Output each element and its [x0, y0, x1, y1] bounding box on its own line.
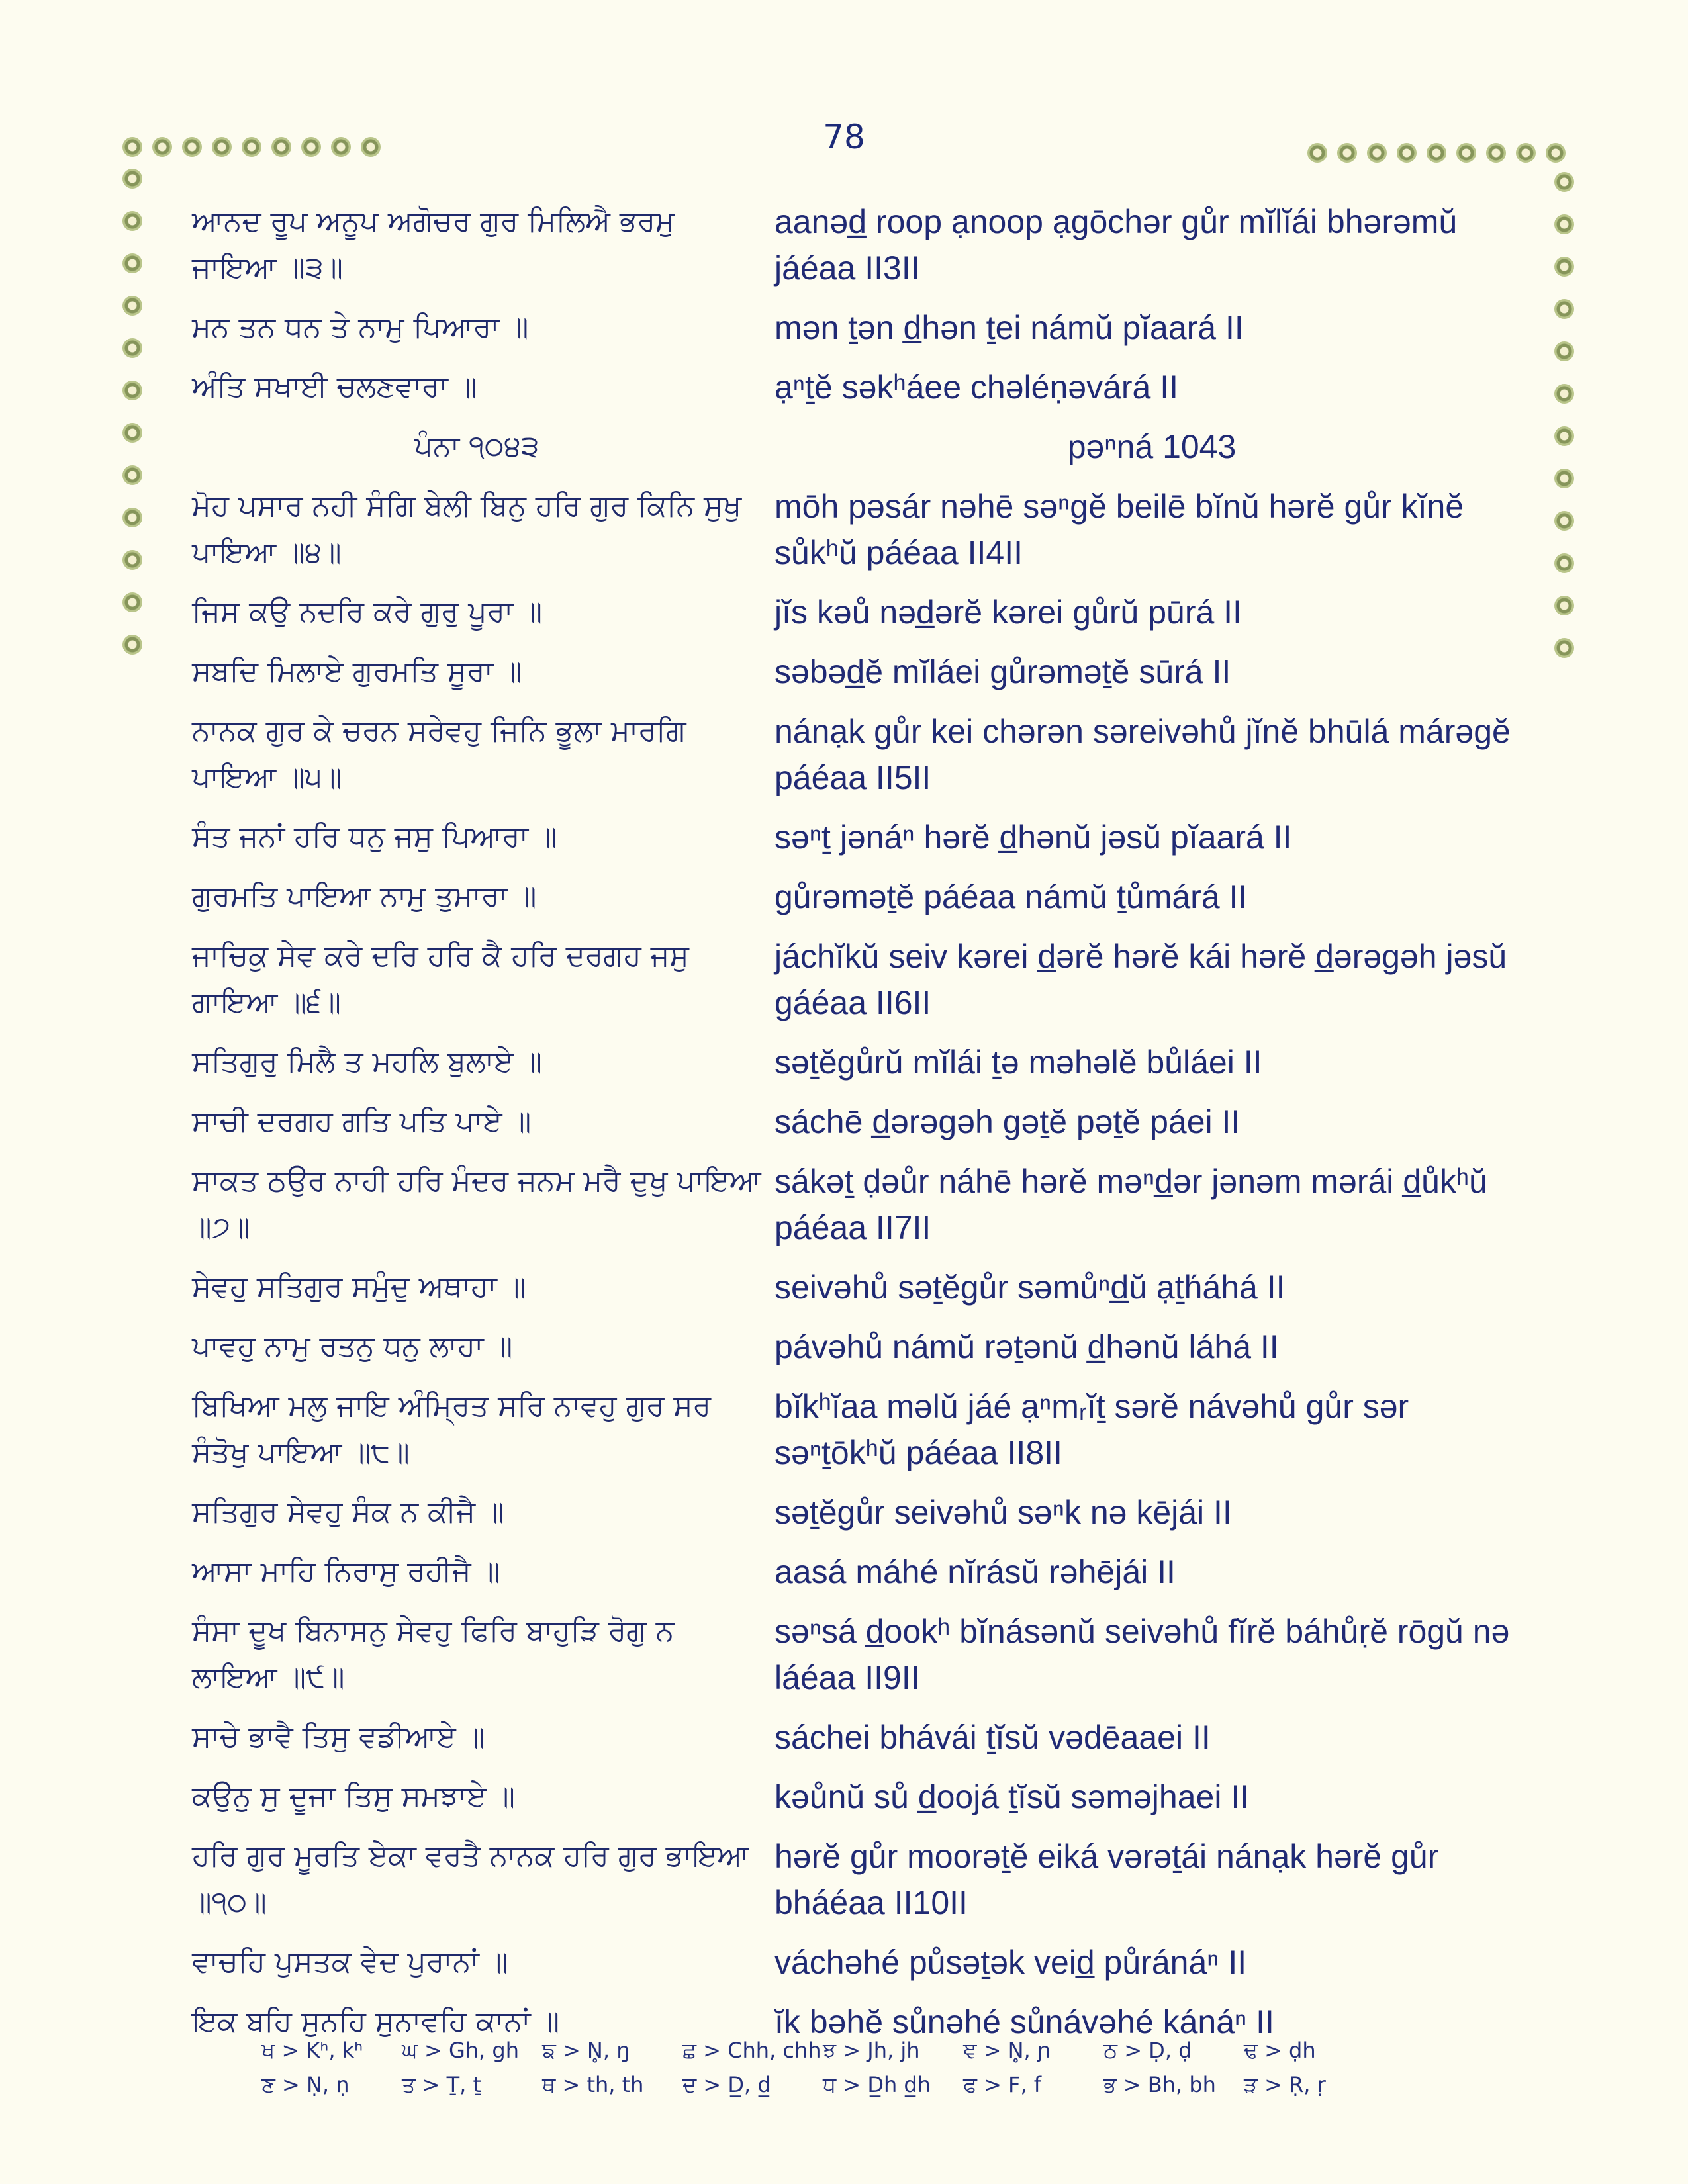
gurmukhi-text: ਮਨ ਤਨ ਧਨ ਤੇ ਨਾਮੁ ਪਿਆਰਾ ॥: [192, 310, 529, 344]
flower-ornament-icon: [1337, 143, 1357, 163]
gurmukhi-text: ਸਾਕਤ ਠਉਰ ਨਾਹੀ ਹਰਿ ਮੰਦਰ ਜਨਮ ਮਰੈ ਦੁਖੁ ਪਾਇਆ ॥੭॥: [192, 1164, 761, 1244]
gurmukhi-text: ਗੁਰਮਤਿ ਪਾਇਆ ਨਾਮੁ ਤੁਮਾਰਾ ॥: [192, 880, 537, 913]
flower-ornament-icon: [1486, 143, 1506, 163]
transliteration-text: səṯĕgůr seivəhů səⁿk nə kējái II: [774, 1494, 1232, 1531]
flower-ornament-icon: [1554, 257, 1574, 277]
flower-ornament-icon: [1554, 553, 1574, 573]
transliteration-text: sáchei bhávái ṯĭsŭ vədēaaei II: [774, 1719, 1211, 1756]
gurmukhi-text: ਬਿਖਿਆ ਮਲੁ ਜਾਇ ਅੰਮ੍ਰਿਤ ਸਰਿ ਨਾਵਹੁ ਗੁਰ ਸਰ ਸੰਤੋਖੁ ਪਾਇਆ ॥੮॥: [192, 1389, 711, 1469]
transliteration-text: bĭkʰĭaa məlŭ jáé ạⁿmᵣĭṯ sərĕ návəhů gůr sər səⁿṯōkʰŭ páéaa II8II: [774, 1388, 1409, 1471]
legend-item: ੜ > Ṛ, ṛ: [1244, 2072, 1326, 2097]
transliteration-text: gůrəməṯĕ páéaa námŭ ṯůmárá II: [774, 878, 1248, 915]
legend-item: ਣ > Ṇ, ṇ: [261, 2072, 350, 2097]
verse-row: [192, 1714, 1529, 1774]
flower-ornament-icon: [1554, 469, 1574, 488]
flower-ornament-icon: [122, 169, 142, 189]
flower-ornament-icon: [1554, 214, 1574, 234]
transliteration-text: kəůnŭ sů d̲oojá ṯĭsŭ səməjhaei II: [774, 1778, 1250, 1815]
verse-row: [192, 708, 1529, 814]
flower-ornament-icon: [242, 137, 261, 157]
transliteration-text: pávəhů námŭ rəṯənŭ d̲hənŭ láhá II: [774, 1328, 1279, 1365]
transliteration-text: səⁿṯ jənáⁿ hərĕ d̲hənŭ jəsŭ pĭaará II: [774, 819, 1292, 856]
transliteration-text: ĭk bəhĕ sůnəhé sůnávəhé kánáⁿ II: [774, 2003, 1274, 2040]
flower-ornament-icon: [1554, 384, 1574, 404]
gurmukhi-text: ਨਾਨਕ ਗੁਰ ਕੇ ਚਰਨ ਸਰੇਵਹੁ ਜਿਨਿ ਭੂਲਾ ਮਾਰਗਿ ਪਾਇਆ ॥੫॥: [192, 714, 686, 794]
legend-item: ਠ > Ḍ, ḍ: [1103, 2038, 1192, 2063]
flower-ornament-icon: [1546, 143, 1566, 163]
verse-row: [192, 1324, 1529, 1383]
gurmukhi-text: ਆਸਾ ਮਾਹਿ ਨਿਰਾਸੁ ਰਹੀਜੈ ॥: [192, 1555, 500, 1588]
gurmukhi-text: ਸੰਤ ਜਨਾਂ ਹਰਿ ਧਨੁ ਜਸੁ ਪਿਆਰਾ ॥: [192, 820, 557, 854]
legend-item: ਥ > th, th: [542, 2072, 644, 2097]
flower-ornament-icon: [271, 137, 291, 157]
flower-ornament-icon: [182, 137, 202, 157]
gurmukhi-text: ਸੰਸਾ ਦੂਖ ਬਿਨਾਸਨੁ ਸੇਵਹੁ ਫਿਰਿ ਬਾਹੁੜਿ ਰੋਗੁ ਨ ਲਾਇਆ ॥੯॥: [192, 1614, 675, 1694]
transliteration-legend: [261, 2033, 1453, 2102]
flower-ornament-icon: [122, 423, 142, 443]
flower-ornament-icon: [1397, 143, 1417, 163]
verse-row: [192, 1039, 1529, 1099]
flower-ornament-icon: [122, 211, 142, 231]
legend-item: ਭ > Bh, bh: [1103, 2072, 1216, 2097]
legend-item: ਞ > N̥, ɲ: [963, 2038, 1051, 2063]
verse-row: [192, 1099, 1529, 1158]
gurmukhi-text: ਇਕ ਬਹਿ ਸੁਨਹਿ ਸੁਨਾਵਹਿ ਕਾਨਾਂ ॥: [192, 2005, 560, 2038]
flower-ornament-icon: [301, 137, 321, 157]
verse-list: [192, 199, 1529, 2058]
transliteration-text: seivəhů səṯĕgůr səmůⁿd̲ŭ ạṯh́áhá II: [774, 1269, 1286, 1306]
verse-row: [192, 1608, 1529, 1714]
verse-row: [192, 1383, 1529, 1489]
legend-item: ਦ > D̲, d̲: [682, 2072, 771, 2097]
transliteration-text: hərĕ gůr moorəṯĕ eiká vərəṯái nánạk hərĕ gůr bháéaa II10II: [774, 1838, 1439, 1921]
transliteration-text: sákəṯ ḍəůr náhē hərĕ məⁿd̲ər jənəm mərái d̲ůkʰŭ páéaa II7II: [774, 1163, 1487, 1246]
verse-row: [192, 1774, 1529, 1833]
flower-ornament-icon: [1554, 172, 1574, 192]
gurmukhi-text: ਸਾਚੇ ਭਾਵੈ ਤਿਸੁ ਵਡੀਆਏ ॥: [192, 1720, 485, 1754]
flower-ornament-icon: [1456, 143, 1476, 163]
flower-ornament-icon: [1554, 426, 1574, 446]
gurmukhi-text: ਸਤਿਗੁਰੁ ਮਿਲੈ ਤ ਮਹਲਿ ਬੁਲਾਏ ॥: [192, 1045, 543, 1079]
gurmukhi-text: ਕਉਨੁ ਸੁ ਦੂਜਾ ਤਿਸੁ ਸਮਝਾਏ ॥: [192, 1780, 516, 1813]
transliteration-text: aanəd̲ roop ạnoop ạgōchər gůr mĭlĭái bhərəmŭ jáéaa II3II: [774, 203, 1458, 287]
flower-ornament-icon: [1554, 299, 1574, 319]
flower-ornament-icon: [1554, 341, 1574, 361]
gurmukhi-text: ਵਾਚਹਿ ਪੁਸਤਕ ਵੇਦ ਪੁਰਾਨਾਂ ॥: [192, 1945, 508, 1979]
flower-ornament-icon: [1554, 638, 1574, 658]
verse-row: [192, 589, 1529, 649]
verse-row: [192, 199, 1529, 304]
gurmukhi-text: ਸਬਦਿ ਮਿਲਾਏ ਗੁਰਮਤਿ ਸੂਰਾ ॥: [192, 655, 522, 688]
legend-item: ਧ > D̲h d̲h: [823, 2072, 931, 2097]
flower-ornament-icon: [122, 635, 142, 655]
verse-row: [192, 483, 1529, 589]
transliteration-text: ạⁿṯĕ səkʰáee chəléṇəvárá II: [774, 369, 1179, 406]
transliteration-text: pəⁿná 1043: [1067, 428, 1237, 465]
transliteration-text: səṯĕgůrŭ mĭlái ṯə məhəlĕ bůláei II: [774, 1044, 1262, 1081]
verse-row: [192, 1833, 1529, 1939]
gurmukhi-text: ਪੰਨਾ ੧੦੪੩: [414, 430, 539, 463]
gurmukhi-text: ਜਿਸ ਕਉ ਨਦਰਿ ਕਰੇ ਗੁਰੁ ਪੂਰਾ ॥: [192, 595, 543, 629]
verse-row: [192, 1549, 1529, 1608]
flower-ornament-icon: [122, 592, 142, 612]
legend-item: ਢ > ḍh: [1244, 2038, 1316, 2063]
legend-item: ਝ > Jh, jh: [823, 2038, 920, 2063]
legend-item: ਫ > F, f: [963, 2072, 1042, 2097]
verse-row: [192, 874, 1529, 933]
flower-ornament-icon: [212, 137, 232, 157]
legend-item: ਙ > N̥, ŋ: [542, 2038, 630, 2063]
flower-ornament-icon: [1427, 143, 1446, 163]
transliteration-text: mōh pəsár nəhē səⁿgĕ beilē bĭnŭ hərĕ gůr kĭnĕ sůkʰŭ páéaa II4II: [774, 488, 1464, 571]
page-marker-row: [192, 424, 1529, 483]
transliteration-text: sáchē d̲ərəgəh gəṯĕ pəṯĕ páei II: [774, 1103, 1241, 1140]
gurmukhi-text: ਜਾਚਿਕੁ ਸੇਵ ਕਰੇ ਦਰਿ ਹਰਿ ਕੈ ਹਰਿ ਦਰਗਹ ਜਸੁ ਗਾਇਆ ॥੬॥: [192, 939, 689, 1019]
gurmukhi-text: ਅੰਤਿ ਸਖਾਈ ਚਲਣਵਾਰਾ ॥: [192, 370, 477, 404]
transliteration-text: səbəd̲ĕ mĭláei gůrəməṯĕ sūrá II: [774, 653, 1231, 690]
flower-ornament-icon: [152, 137, 172, 157]
legend-row: [261, 2068, 1453, 2102]
flower-ornament-icon: [122, 508, 142, 527]
flower-ornament-icon: [122, 465, 142, 485]
flower-ornament-icon: [1367, 143, 1387, 163]
flower-ornament-icon: [122, 381, 142, 400]
flower-ornament-icon: [122, 296, 142, 316]
flower-ornament-icon: [1554, 596, 1574, 615]
transliteration-text: səⁿsá d̲ookʰ bĭnásənŭ seivəhů fĭrĕ báhůṛĕ rōgŭ nə láéaa II9II: [774, 1613, 1510, 1696]
flower-ornament-icon: [331, 137, 351, 157]
verse-row: [192, 1939, 1529, 1999]
transliteration-text: váchəhé půsəṯək veid̲ půránáⁿ II: [774, 1944, 1247, 1981]
gurmukhi-text: ਮੋਹ ਪਸਾਰ ਨਹੀ ਸੰਗਿ ਬੇਲੀ ਬਿਨੁ ਹਰਿ ਗੁਰ ਕਿਨਿ ਸੁਖੁ ਪਾਇਆ ॥੪॥: [192, 489, 742, 569]
flower-ornament-icon: [122, 550, 142, 570]
verse-row: [192, 649, 1529, 708]
flower-ornament-icon: [1516, 143, 1536, 163]
gurmukhi-text: ਸਾਚੀ ਦਰਗਹ ਗਤਿ ਪਤਿ ਪਾਏ ॥: [192, 1105, 532, 1138]
legend-row: [261, 2033, 1453, 2068]
verse-row: [192, 304, 1529, 364]
legend-item: ਤ > Ṯ, ṯ: [402, 2072, 482, 2097]
gurmukhi-text: ਆਨਦ ਰੂਪ ਅਨੂਪ ਅਗੋਚਰ ਗੁਰ ਮਿਲਿਐ ਭਰਮੁ ਜਾਇਆ ॥੩॥: [192, 205, 675, 285]
gurmukhi-text: ਸੇਵਹੁ ਸਤਿਗੁਰ ਸਮੁੰਦੁ ਅਥਾਹਾ ॥: [192, 1270, 526, 1304]
transliteration-text: nánạk gůr kei chərən səreivəhů jĭnĕ bhūlá márəgĕ páéaa II5II: [774, 713, 1511, 796]
flower-ornament-icon: [122, 253, 142, 273]
legend-item: ਖ > Kʰ, kʰ: [261, 2038, 363, 2063]
gurmukhi-text: ਹਰਿ ਗੁਰ ਮੂਰਤਿ ਏਕਾ ਵਰਤੈ ਨਾਨਕ ਹਰਿ ਗੁਰ ਭਾਇਆ ॥੧੦॥: [192, 1839, 749, 1919]
legend-item: ਛ > Chh, chh: [682, 2038, 821, 2063]
transliteration-text: mən ṯən d̲hən ṯei námŭ pĭaará II: [774, 309, 1244, 346]
gurmukhi-text: ਸਤਿਗੁਰ ਸੇਵਹੁ ਸੰਕ ਨ ਕੀਜੈ ॥: [192, 1495, 504, 1529]
flower-ornament-icon: [361, 137, 381, 157]
legend-item: ਘ > Gh, gh: [402, 2038, 519, 2063]
page-number: 78: [823, 118, 865, 156]
verse-row: [192, 364, 1529, 424]
flower-ornament-icon: [1554, 511, 1574, 531]
verse-row: [192, 1489, 1529, 1549]
verse-row: [192, 814, 1529, 874]
verse-row: [192, 1158, 1529, 1264]
transliteration-text: jĭs kəů nəd̲ərĕ kərei gůrŭ pūrá II: [774, 594, 1242, 631]
transliteration-text: aasá máhé nĭrásŭ rəhējái II: [774, 1553, 1176, 1590]
flower-ornament-icon: [122, 338, 142, 358]
flower-ornament-icon: [1307, 143, 1327, 163]
verse-row: [192, 1264, 1529, 1324]
verse-row: [192, 933, 1529, 1039]
gurmukhi-text: ਪਾਵਹੁ ਨਾਮੁ ਰਤਨੁ ਧਨੁ ਲਾਹਾ ॥: [192, 1330, 513, 1363]
flower-ornament-icon: [122, 137, 142, 157]
transliteration-text: jáchĭkŭ seiv kərei d̲ərĕ hərĕ kái hərĕ d̲ərəgəh jəsŭ gáéaa II6II: [774, 938, 1507, 1021]
